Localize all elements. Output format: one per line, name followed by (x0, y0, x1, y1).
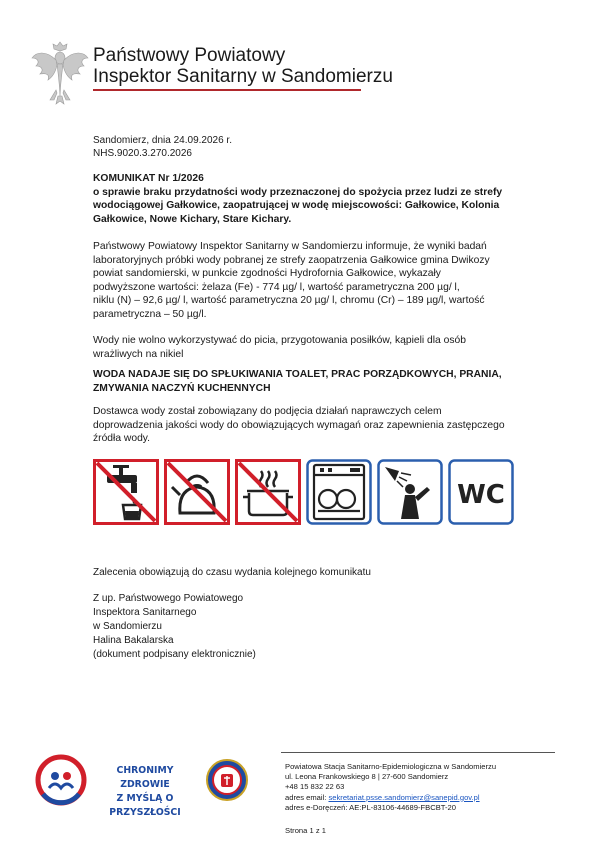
signature-name: Halina Bakalarska (93, 635, 174, 646)
footer-divider (281, 752, 555, 753)
dishwasher-icon (306, 459, 372, 525)
campaign-slogan-line2: Z MYŚLĄ O PRZYSZŁOŚCI (109, 793, 181, 818)
paragraph-line: laboratoryjnych próbki wody pobranej ze strefy zaopatrzenia Gałkowice gmina Dwikozy (93, 254, 490, 266)
allowed-use-notice (93, 368, 523, 395)
paragraph-line: Wody nie wolno wykorzystywać do picia, przygotowania posiłków, kąpieli dla osób (93, 335, 466, 346)
announcement-subject-line: wodociągowej Gałkowice, zaopatrującej w wodę miejscowości: Gałkowice, Kolonia (93, 200, 500, 212)
paragraph-line: wrażliwych na nikiel (93, 348, 184, 360)
paragraph-line: podwyższone wartości: żelaza (Fe) - 774 µg/ l, wartość parametryczna 200 µg/ l, (93, 281, 460, 293)
footer-email-row (285, 793, 496, 803)
footer-contact (285, 762, 496, 813)
signature-line: Z up. Państwowego Powiatowego (93, 593, 244, 604)
signature-line: Inspektora Sanitarnego (93, 607, 197, 618)
page-number: Strona 1 z 1 (285, 826, 326, 835)
reference-number: NHS.9020.3.270.2026 (93, 148, 192, 159)
footer-institution: Powiatowa Stacja Sanitarno-Epidemiologiczna w Sandomierzu (285, 762, 497, 771)
signature-line: w Sandomierzu (93, 621, 162, 632)
footer-address: ul. Leona Frankowskiego 8 | 27-600 Sandomierz (285, 772, 449, 782)
paragraph-line: powiat sandomierski, w punkcie zgodności Hydrofornia Gałkowice, wykazały (93, 268, 441, 280)
announcement-subject-line: o sprawie braku przydatności wody przeznaczonej do spożycia przez ludzi ze strefy (93, 186, 503, 198)
health-campaign-logo-icon (35, 754, 87, 806)
campaign-slogan-line1: CHRONIMY ZDROWIE (116, 765, 174, 790)
footer-email-label: adres email: (285, 792, 329, 802)
paragraph-line: źródła wody. (93, 433, 151, 445)
no-cooking-pot-icon (235, 459, 301, 525)
no-kettle-icon (164, 459, 230, 525)
test-results-paragraph (93, 240, 523, 322)
institution-title-line2: Inspektor Sanitarny w Sandomierzu (93, 66, 393, 87)
place-date: Sandomierz, dnia 24.09.2026 r. (93, 135, 232, 146)
signature-block (93, 592, 523, 662)
institution-title-line1: Państwowy Powiatowy (93, 45, 286, 66)
restriction-paragraph (93, 334, 523, 361)
no-drinking-tap-icon (93, 459, 159, 525)
announcement-title: KOMUNIKAT Nr 1/2026 (93, 173, 204, 184)
sanepid-seal-icon (205, 758, 249, 802)
announcement-subject-line: Gałkowice, Nowe Kichary, Stare Kichary. (93, 213, 292, 225)
supplier-paragraph (93, 405, 523, 446)
announcement-heading (93, 172, 523, 226)
footer-email-link[interactable]: sekretariat.psse.sandomierz@sanepid.gov.pl (328, 792, 480, 802)
footer-phone: +48 15 832 22 63 (285, 782, 345, 792)
institution-title (93, 45, 393, 87)
title-divider (93, 89, 361, 91)
document-meta (93, 134, 523, 160)
paragraph-line: WODA NADAJE SIĘ DO SPŁUKIWANIA TOALET, PRAC PORZĄDKOWYCH, PRANIA, (93, 369, 502, 380)
paragraph-line: parametryczna – 50 µg/l. (93, 308, 207, 320)
shower-icon (377, 459, 443, 525)
footer-edelivery: adres e-Doręczeń: AE:PL-83106-44689-FBCBT-20 (285, 802, 456, 812)
campaign-slogan (92, 764, 198, 820)
paragraph-line: ZMYWANIA NACZYŃ KUCHENNYCH (93, 382, 271, 394)
wc-label: WC (457, 480, 505, 510)
signature-line: (dokument podpisany elektronicznie) (93, 649, 256, 660)
paragraph-line: Dostawca wody został zobowiązany do podjęcia działań naprawczych celem (93, 406, 442, 417)
eagle-emblem-icon (30, 38, 90, 106)
validity-note: Zalecenia obowiązują do czasu wydania kolejnego komunikatu (93, 567, 371, 578)
paragraph-line: niklu (N) – 92,6 µg/ l, wartość parametryczna 20 µg/ l, chromu (Cr) – 189 µg/l, wartość (93, 295, 485, 307)
paragraph-line: doprowadzenia jakości wody do obowiązujących wymagań oraz zapewnienia zastępczego (93, 419, 505, 431)
paragraph-line: Państwowy Powiatowy Inspektor Sanitarny w Sandomierzu informuje, że wyniki badań (93, 241, 487, 252)
wc-icon (448, 459, 514, 525)
